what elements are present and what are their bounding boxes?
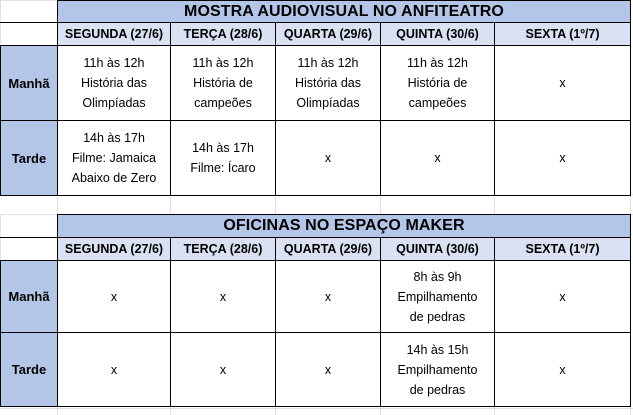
cell-line: História de: [407, 76, 468, 90]
schedule-cell[interactable]: [381, 261, 495, 333]
cell-line: de pedras: [409, 382, 466, 397]
corner-cell[interactable]: [1, 1, 58, 23]
schedule-cell[interactable]: [171, 46, 276, 121]
cell-line: História de: [193, 76, 253, 90]
cell-line: 11h às 12h: [83, 56, 145, 70]
schedule-cell-empty[interactable]: x: [495, 121, 631, 196]
schedule-cell-empty[interactable]: x: [495, 261, 631, 333]
schedule-cell-empty[interactable]: x: [495, 333, 631, 407]
cell-line: campeões: [408, 96, 467, 110]
day-header[interactable]: SEGUNDA (27/6): [58, 23, 171, 46]
schedule-table-audiovisual: [0, 0, 631, 196]
day-header[interactable]: QUINTA (30/6): [381, 23, 495, 46]
schedule-cell-empty[interactable]: x: [171, 333, 276, 407]
cell-line: 11h às 12h: [297, 56, 359, 70]
cell-line: 11h às 12h: [407, 56, 468, 70]
schedule-cell[interactable]: [58, 121, 171, 196]
day-header[interactable]: TERÇA (28/6): [171, 238, 276, 261]
period-header-manha[interactable]: Manhã: [1, 261, 58, 333]
schedule-cell-empty[interactable]: x: [495, 46, 631, 121]
cell-line: História das: [295, 76, 361, 90]
cell-line: Olimpíadas: [296, 96, 360, 110]
cell-line: 11h às 12h: [192, 56, 254, 70]
schedule-cell[interactable]: [171, 121, 276, 196]
day-header[interactable]: SEGUNDA (27/6): [58, 238, 171, 261]
day-header[interactable]: QUINTA (30/6): [381, 238, 495, 261]
cell-line: História das: [81, 76, 147, 90]
schedule-cell-empty[interactable]: x: [58, 333, 171, 407]
schedule-cell-empty[interactable]: x: [276, 261, 381, 333]
table-title[interactable]: MOSTRA AUDIOVISUAL NO ANFITEATRO: [58, 1, 631, 23]
schedule-cell[interactable]: [58, 46, 171, 121]
cell-line: Olimpíadas: [82, 96, 146, 110]
schedule-cell-empty[interactable]: x: [276, 121, 381, 196]
cell-line: Abaixo de Zero: [71, 171, 157, 185]
table-title[interactable]: OFICINAS NO ESPAÇO MAKER: [58, 215, 631, 238]
day-header[interactable]: TERÇA (28/6): [171, 23, 276, 46]
corner-cell[interactable]: [1, 238, 58, 261]
schedule-cell[interactable]: [381, 46, 495, 121]
schedule-cell-empty[interactable]: x: [58, 261, 171, 333]
cell-line: 14h às 15h: [406, 342, 469, 357]
schedule-cell-empty[interactable]: x: [381, 121, 495, 196]
schedule-cell[interactable]: [381, 333, 495, 407]
cell-line: campeões: [194, 96, 252, 110]
period-header-manha[interactable]: Manhã: [1, 46, 58, 121]
cell-line: Empilhamento: [397, 362, 478, 377]
day-header[interactable]: SEXTA (1º/7): [495, 23, 631, 46]
cell-line: 14h às 17h: [83, 131, 145, 145]
period-header-tarde[interactable]: Tarde: [1, 121, 58, 196]
schedule-cell[interactable]: [276, 46, 381, 121]
cell-line: 8h às 9h: [413, 269, 462, 284]
gridline: [0, 408, 633, 409]
schedule-cell-empty[interactable]: x: [171, 261, 276, 333]
schedule-cell-empty[interactable]: x: [276, 333, 381, 407]
cell-line: 14h às 17h: [192, 141, 254, 155]
cell-line: Filme: Ícaro: [190, 161, 256, 175]
corner-cell[interactable]: [1, 215, 58, 238]
day-header[interactable]: SEXTA (1º/7): [495, 238, 631, 261]
cell-line: de pedras: [409, 309, 466, 324]
cell-line: Empilhamento: [397, 289, 478, 304]
day-header[interactable]: QUARTA (29/6): [276, 23, 381, 46]
cell-line: Filme: Jamaica: [71, 151, 157, 165]
period-header-tarde[interactable]: Tarde: [1, 333, 58, 407]
corner-cell[interactable]: [1, 23, 58, 46]
day-header[interactable]: QUARTA (29/6): [276, 238, 381, 261]
schedule-table-maker: [0, 214, 631, 407]
